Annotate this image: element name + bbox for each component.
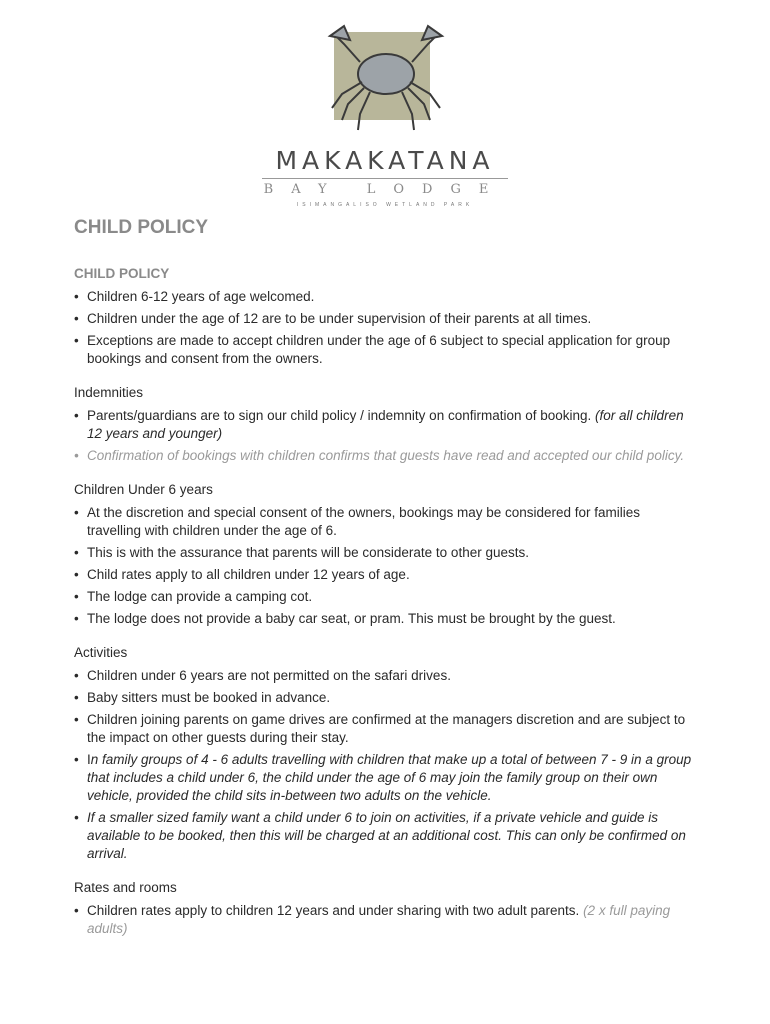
list-item: • Children under the age of 12 are to be under supervision of their parents at all times. bbox=[74, 310, 694, 328]
section-under-six bbox=[74, 481, 694, 628]
section-title: Children Under 6 years bbox=[74, 482, 213, 497]
section-title: CHILD POLICY bbox=[74, 266, 170, 281]
list-item: • Children 6-12 years of age welcomed. bbox=[74, 288, 694, 306]
list-item: • The lodge does not provide a baby car seat, or pram. This must be brought by the guest. bbox=[74, 610, 694, 628]
list-item: • At the discretion and special consent of the owners, bookings may be considered for families travelling with children under the age of 6. bbox=[74, 504, 694, 540]
list-item: • If a smaller sized family want a child under 6 to join on activities, if a private vehicle and guide is available to be booked, then this will be charged at an additional cost. This can only be confirmed on arrival. bbox=[74, 809, 694, 863]
list-item bbox=[74, 751, 694, 805]
list-item: • Exceptions are made to accept children under the age of 6 subject to special application for group bookings and consent from the owners. bbox=[74, 332, 694, 368]
list-item: • Baby sitters must be booked in advance. bbox=[74, 689, 694, 707]
bullet-list bbox=[74, 667, 694, 863]
brand-subtitle: BAY LODGE bbox=[263, 182, 507, 197]
lodge-logo bbox=[250, 22, 520, 208]
section-child-policy bbox=[74, 265, 694, 368]
crab-logo-icon bbox=[322, 22, 450, 140]
section-title: Rates and rooms bbox=[74, 880, 177, 895]
item-note: (for all children 12 years and younger) bbox=[87, 408, 684, 441]
list-item bbox=[74, 902, 694, 938]
item-note: (2 x full paying adults) bbox=[87, 903, 671, 936]
bullet-list bbox=[74, 902, 694, 938]
brand-name: MAKAKATANA bbox=[275, 146, 495, 175]
list-item: • Child rates apply to all children under 12 years of age. bbox=[74, 566, 694, 584]
section-activities bbox=[74, 644, 694, 863]
list-item: • Children joining parents on game drives are confirmed at the managers discretion and are subject to the impact on other guests during their stay. bbox=[74, 711, 694, 747]
list-item bbox=[74, 407, 694, 443]
item-text: Children rates apply to children 12 years and under sharing with two adult parents. bbox=[87, 903, 580, 918]
list-item: • This is with the assurance that parents will be considerate to other guests. bbox=[74, 544, 694, 562]
item-text: Parents/guardians are to sign our child policy / indemnity on confirmation of booking. bbox=[87, 408, 592, 423]
section-rates bbox=[74, 879, 694, 938]
section-title: Indemnities bbox=[74, 385, 144, 400]
list-item: • Children under 6 years are not permitted on the safari drives. bbox=[74, 667, 694, 685]
list-item: • The lodge can provide a camping cot. bbox=[74, 588, 694, 606]
brand-divider bbox=[262, 178, 508, 179]
list-item: • Confirmation of bookings with children confirms that guests have read and accepted our child policy. bbox=[74, 447, 694, 465]
section-title: Activities bbox=[74, 645, 128, 660]
brand-tagline: ISIMANGALISO WETLAND PARK bbox=[296, 202, 474, 208]
item-text: n family groups of 4 - 6 adults travelling with children that make up a total of between 7 - 9 in a group that includes a child under 6, the child under the age of 6 may join the family group on their own vehicle, provided the child sits in-between two adults on the vehicle. bbox=[87, 752, 692, 803]
bullet-list bbox=[74, 504, 694, 628]
item-prefix: I bbox=[87, 752, 91, 767]
policy-document bbox=[74, 216, 694, 954]
page-title: CHILD POLICY bbox=[74, 217, 209, 238]
bullet-list bbox=[74, 288, 694, 368]
section-indemnities bbox=[74, 384, 694, 465]
bullet-list bbox=[74, 407, 694, 465]
